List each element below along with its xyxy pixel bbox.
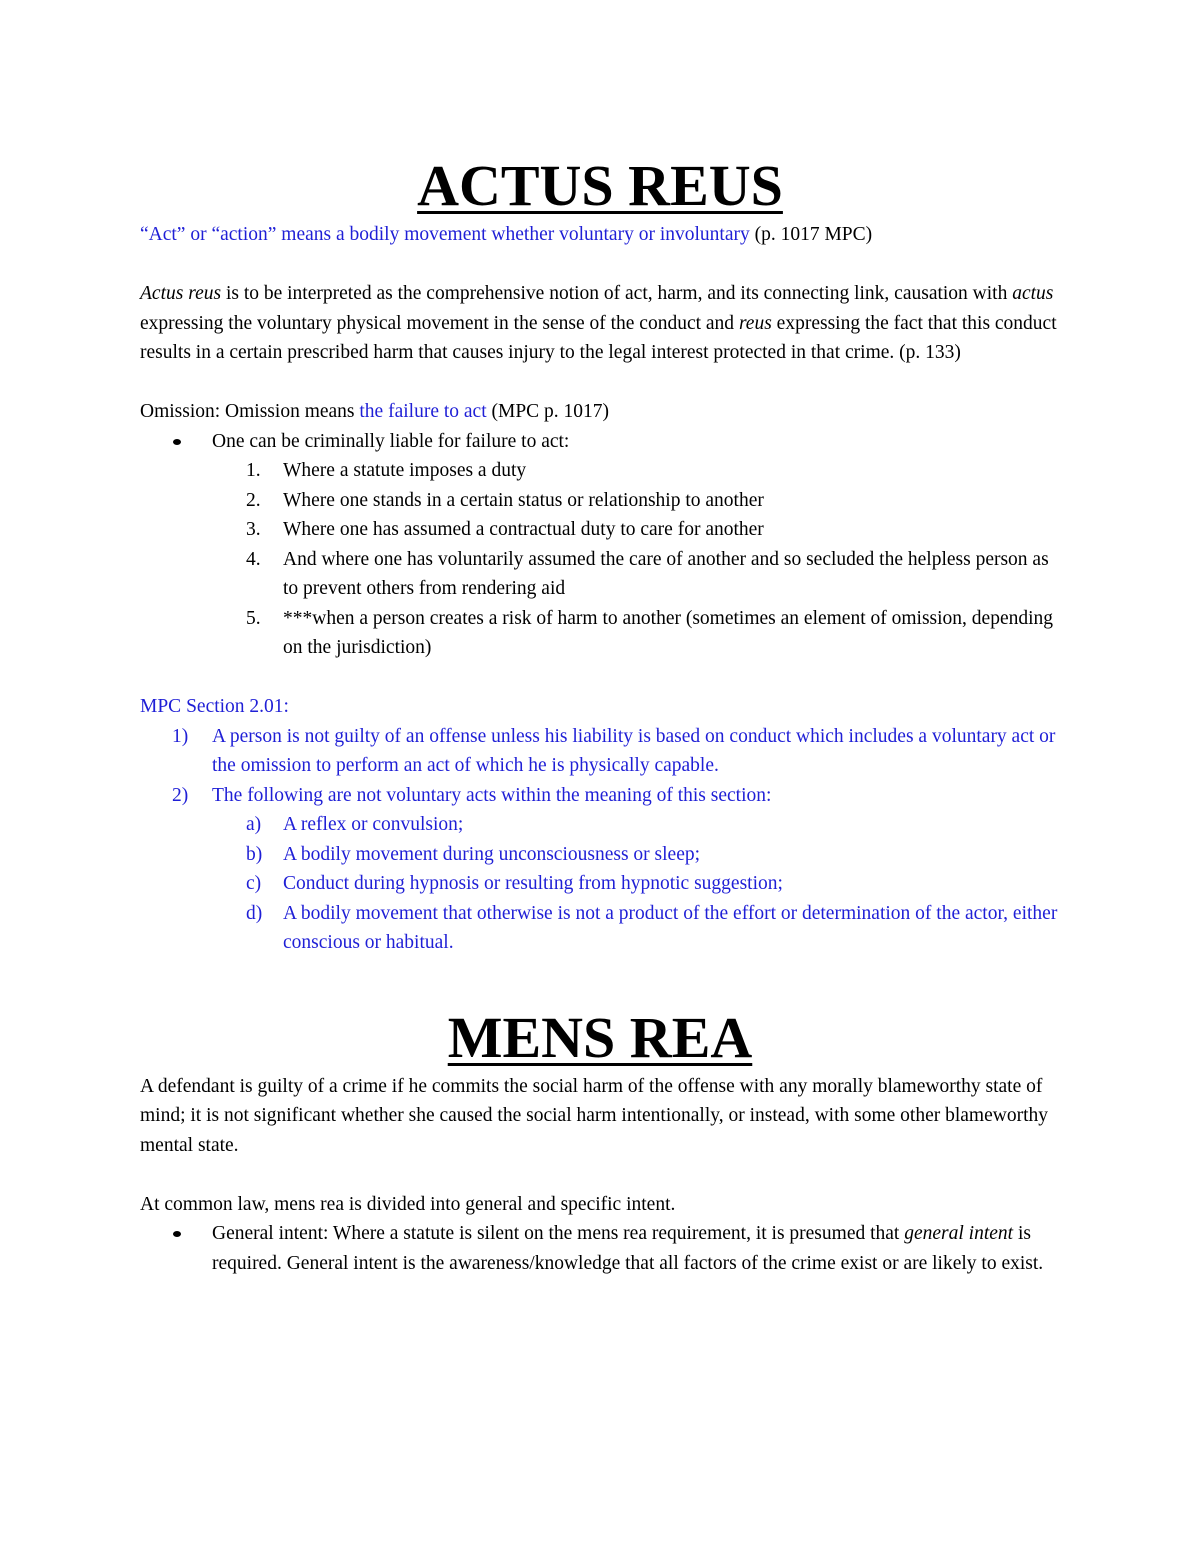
act-definition-cite: (p. 1017 MPC) (749, 224, 873, 245)
list-marker: 2) (172, 784, 189, 806)
list-item: One can be criminally liable for failure to act: (140, 427, 1060, 457)
reus-term: reus (738, 312, 772, 334)
intent-bullet-list (140, 1219, 1060, 1278)
list-item: 2. Where one stands in a certain status or relationship to another (140, 486, 1060, 516)
list-marker: a) (246, 814, 262, 835)
mpc-involuntary-acts-list (140, 810, 1060, 958)
list-item: d) A bodily movement that otherwise is not a product of the effort or determination of the actor, either conscious or habitual. (140, 899, 1060, 958)
act-definition-text: “Act” or “action” means a bodily movement whether voluntary or involuntary (140, 224, 750, 245)
list-marker: 1) (172, 725, 189, 747)
list-marker: b) (246, 843, 263, 865)
list-item: 1. Where a statute imposes a duty (140, 456, 1060, 486)
omission-duty-list (140, 456, 1060, 663)
common-law-paragraph: At common law, mens rea is divided into general and specific intent. (140, 1193, 676, 1215)
actus-reus-title: ACTUS REUS (417, 153, 783, 218)
list-marker: d) (246, 902, 263, 924)
list-item: 4. And where one has voluntarily assumed the care of another and so secluded the helpless person as to prevent others from rendering aid (140, 545, 1060, 604)
mpc-section-heading: MPC Section 2.01: (140, 696, 289, 717)
actus-term: actus (1012, 283, 1054, 304)
mens-rea-title: MENS REA (447, 1004, 753, 1070)
actus-reus-term: Actus reus (140, 283, 222, 304)
omission-definition-text: the failure to act (359, 401, 487, 422)
general-intent-term: general intent (904, 1223, 1014, 1244)
list-item: 3. Where one has assumed a contractual duty to care for another (140, 515, 1060, 545)
mens-rea-paragraph: A defendant is guilty of a crime if he commits the social harm of the offense with any morally blameworthy state of mind; it is not significant whether she caused the social harm intentionally, or instead, with some other blameworthy mental state. (140, 1075, 1048, 1156)
act-definition (140, 220, 1060, 250)
omission-bullet-list (140, 427, 1060, 457)
list-marker: 4. (246, 548, 261, 570)
list-item: General intent: Where a statute is silent on the mens rea requirement, it is presumed that general intent is required. General intent is the awareness/knowledge that all factors of the crime exist or are likely to exist. (140, 1219, 1060, 1278)
list-item: b) A bodily movement during unconsciousness or sleep; (140, 840, 1060, 870)
list-item: c) Conduct during hypnosis or resulting from hypnotic suggestion; (140, 869, 1060, 899)
list-marker: 3. (246, 519, 261, 540)
list-marker: 1. (246, 460, 261, 481)
document-page (140, 140, 1060, 1278)
list-marker: c) (246, 873, 262, 894)
list-item: a) A reflex or convulsion; (140, 810, 1060, 840)
mpc-section-list (140, 722, 1060, 811)
list-item: 1) A person is not guilty of an offense unless his liability is based on conduct which includes a voluntary act or the omission to perform an act of which he is physically capable. (140, 722, 1060, 781)
list-marker: 5. (246, 607, 261, 629)
list-item: 5. ***when a person creates a risk of harm to another (sometimes an element of omission, depending on the jurisdiction) (140, 604, 1060, 663)
actus-reus-paragraph: Actus reus is to be interpreted as the comprehensive notion of act, harm, and its connecting link, causation with actus expressing the voluntary physical movement in the sense of the conduct and reus expressing the fact that this conduct results in a certain prescribed harm that causes injury to the legal interest protected in that crime. (p. 133) (140, 283, 1057, 363)
list-marker: 2. (246, 489, 261, 511)
list-item: 2) The following are not voluntary acts within the meaning of this section: (140, 781, 1060, 811)
omission-definition: Omission: Omission means the failure to act (MPC p. 1017) (140, 401, 610, 422)
